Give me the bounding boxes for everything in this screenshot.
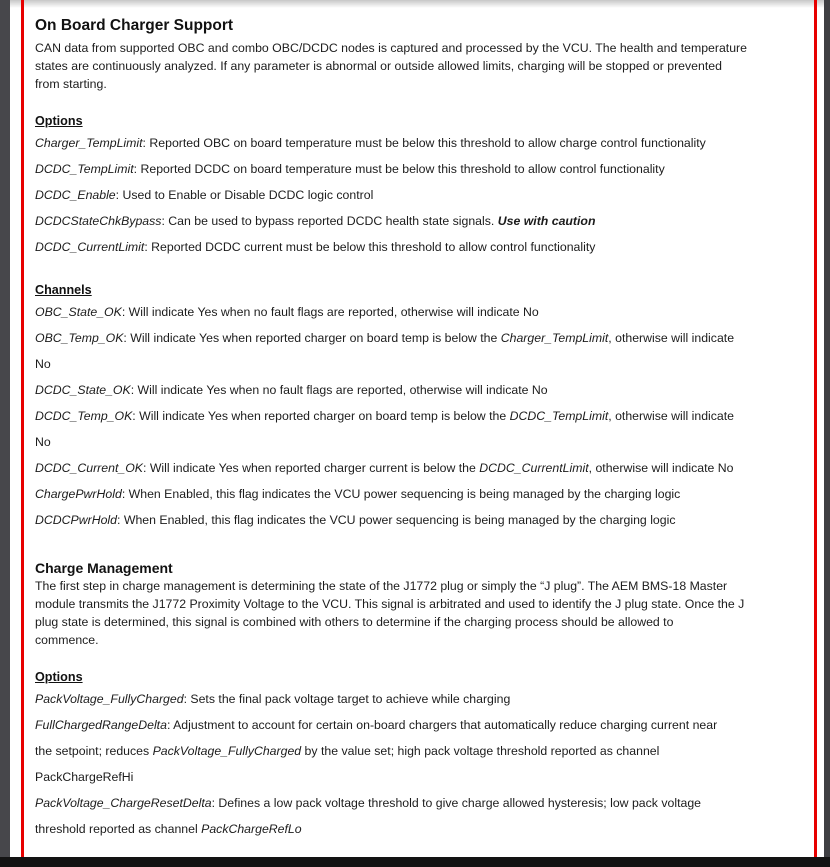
- text-span: : Will indicate Yes when reported charger current is below the: [142, 460, 480, 475]
- page-border-right: [814, 0, 817, 857]
- text-span: OBC_State_OK: [35, 304, 122, 319]
- section-heading-underlined: [35, 669, 811, 686]
- text-span: : Will indicate Yes when no fault flags are reported, otherwise will indicate No: [121, 304, 539, 319]
- paragraph-line: [35, 595, 811, 613]
- text-span: Options: [35, 670, 83, 684]
- paragraph-line: [35, 631, 811, 649]
- definition-line: [35, 769, 811, 786]
- text-span: by the value set; high pack voltage threshold reported as channel: [301, 744, 660, 758]
- text-span: from starting.: [35, 77, 107, 91]
- definition-line: [35, 161, 811, 178]
- definition-line: [35, 304, 811, 321]
- definition-line: [35, 434, 811, 451]
- text-span: No: [35, 434, 51, 449]
- definition-line: [35, 486, 811, 503]
- text-span: the setpoint; reduces: [35, 744, 153, 758]
- window-edge-right: [824, 0, 830, 867]
- text-span: DCDC_Enable: [35, 188, 116, 202]
- text-span: DCDC_CurrentLimit: [479, 460, 589, 475]
- text-span: On Board Charger Support: [35, 17, 234, 34]
- paragraph-line: [35, 613, 811, 631]
- text-span: DCDC_Current_OK: [35, 460, 143, 475]
- window-edge-left: [0, 0, 10, 867]
- section-heading: [35, 559, 811, 577]
- text-span: Use with caution: [497, 214, 596, 228]
- section-heading-underlined: [35, 282, 811, 299]
- text-span: The first step in charge management is determining the state of the J1772 plug or simply the “J plug”. The AEM BMS-18 Master: [35, 579, 728, 593]
- definition-line: [35, 382, 811, 399]
- definition-line: [35, 512, 811, 529]
- text-span: DCDCPwrHold: [35, 512, 117, 527]
- text-span: DCDC_State_OK: [35, 382, 131, 397]
- text-span: : Will indicate Yes when reported charger on board temp is below the: [123, 330, 501, 345]
- paragraph-line: [35, 57, 811, 75]
- text-span: DCDC_CurrentLimit: [35, 240, 145, 254]
- text-span: : Defines a low pack voltage threshold to give charge allowed hysteresis; low pack voltage: [211, 796, 702, 810]
- paragraph-line: [35, 75, 811, 93]
- definition-line: [35, 187, 811, 204]
- text-span: commence.: [35, 633, 99, 647]
- definition-line: [35, 821, 811, 838]
- text-span: DCDC_TempLimit: [509, 408, 609, 423]
- definition-line: [35, 356, 811, 373]
- definition-line: [35, 691, 811, 708]
- text-span: , otherwise will indicate No: [588, 460, 734, 475]
- definition-line: [35, 239, 811, 256]
- text-span: threshold reported as channel: [35, 822, 202, 836]
- text-span: module transmits the J1772 Proximity Voltage to the VCU. This signal is arbitrated and used to identify the J plug state. Once the J: [35, 597, 745, 611]
- definition-line: [35, 135, 811, 152]
- text-span: Channels: [35, 282, 92, 297]
- text-span: : Reported DCDC on board temperature must be below this threshold to allow control functionality: [133, 162, 665, 176]
- text-span: PackChargeRefLo: [201, 822, 302, 836]
- text-span: PackVoltage_FullyCharged: [35, 692, 184, 706]
- text-span: , otherwise will indicate: [608, 330, 735, 345]
- text-span: , otherwise will indicate: [608, 408, 735, 423]
- text-span: Charger_TempLimit: [500, 330, 609, 345]
- text-span: : When Enabled, this flag indicates the VCU power sequencing is being managed by the charging logic: [117, 512, 676, 527]
- text-span: DCDCStateChkBypass: [35, 214, 162, 228]
- paragraph-line: [35, 577, 811, 595]
- page-border-left: [21, 0, 24, 857]
- text-span: DCDC_TempLimit: [35, 162, 134, 176]
- section-heading-underlined: [35, 113, 811, 130]
- definition-line: [35, 408, 811, 425]
- page-top-shadow: [10, 0, 824, 8]
- text-span: ChargePwrHold: [35, 486, 122, 501]
- text-span: plug state is determined, this signal is combined with others to determine if the charging process should be allowed to: [35, 615, 674, 629]
- document-content: [35, 16, 811, 847]
- text-span: : Will indicate Yes when no fault flags are reported, otherwise will indicate No: [130, 382, 548, 397]
- page-title: [35, 16, 811, 36]
- text-span: PackChargeRefHi: [35, 770, 134, 784]
- definition-line: [35, 743, 811, 760]
- text-span: Charger_TempLimit: [35, 136, 143, 150]
- text-span: PackVoltage_ChargeResetDelta: [35, 796, 212, 810]
- text-span: Options: [35, 114, 83, 128]
- text-span: Charge Management: [35, 560, 173, 576]
- text-span: states are continuously analyzed. If any parameter is abnormal or outside allowed limits, charging will be stopped or prevented: [35, 59, 722, 73]
- text-span: : Can be used to bypass reported DCDC health state signals.: [161, 214, 498, 228]
- text-span: : Reported DCDC current must be below this threshold to allow control functionality: [144, 240, 596, 254]
- text-span: FullChargedRangeDelta: [35, 718, 167, 732]
- text-span: DCDC_Temp_OK: [35, 408, 133, 423]
- text-span: PackVoltage_FullyCharged: [152, 744, 302, 758]
- definition-line: [35, 213, 811, 230]
- text-span: CAN data from supported OBC and combo OBC/DCDC nodes is captured and processed by the VCU. The health and temperature: [35, 41, 747, 55]
- text-span: No: [35, 356, 51, 371]
- text-span: OBC_Temp_OK: [35, 330, 124, 345]
- text-span: : When Enabled, this flag indicates the VCU power sequencing is being managed by the charging logic: [121, 486, 681, 501]
- definition-line: [35, 795, 811, 812]
- window-bottom-bar: [0, 857, 830, 867]
- text-span: : Will indicate Yes when reported charger on board temp is below the: [132, 408, 510, 423]
- text-span: : Adjustment to account for certain on-board chargers that automatically reduce charging current near: [166, 718, 718, 732]
- text-span: : Sets the final pack voltage target to achieve while charging: [183, 692, 511, 706]
- definition-line: [35, 717, 811, 734]
- definition-line: [35, 330, 811, 347]
- text-span: : Reported OBC on board temperature must be below this threshold to allow charge control functionality: [142, 136, 706, 150]
- definition-line: [35, 460, 811, 477]
- paragraph-line: [35, 39, 811, 57]
- text-span: : Used to Enable or Disable DCDC logic control: [115, 188, 374, 202]
